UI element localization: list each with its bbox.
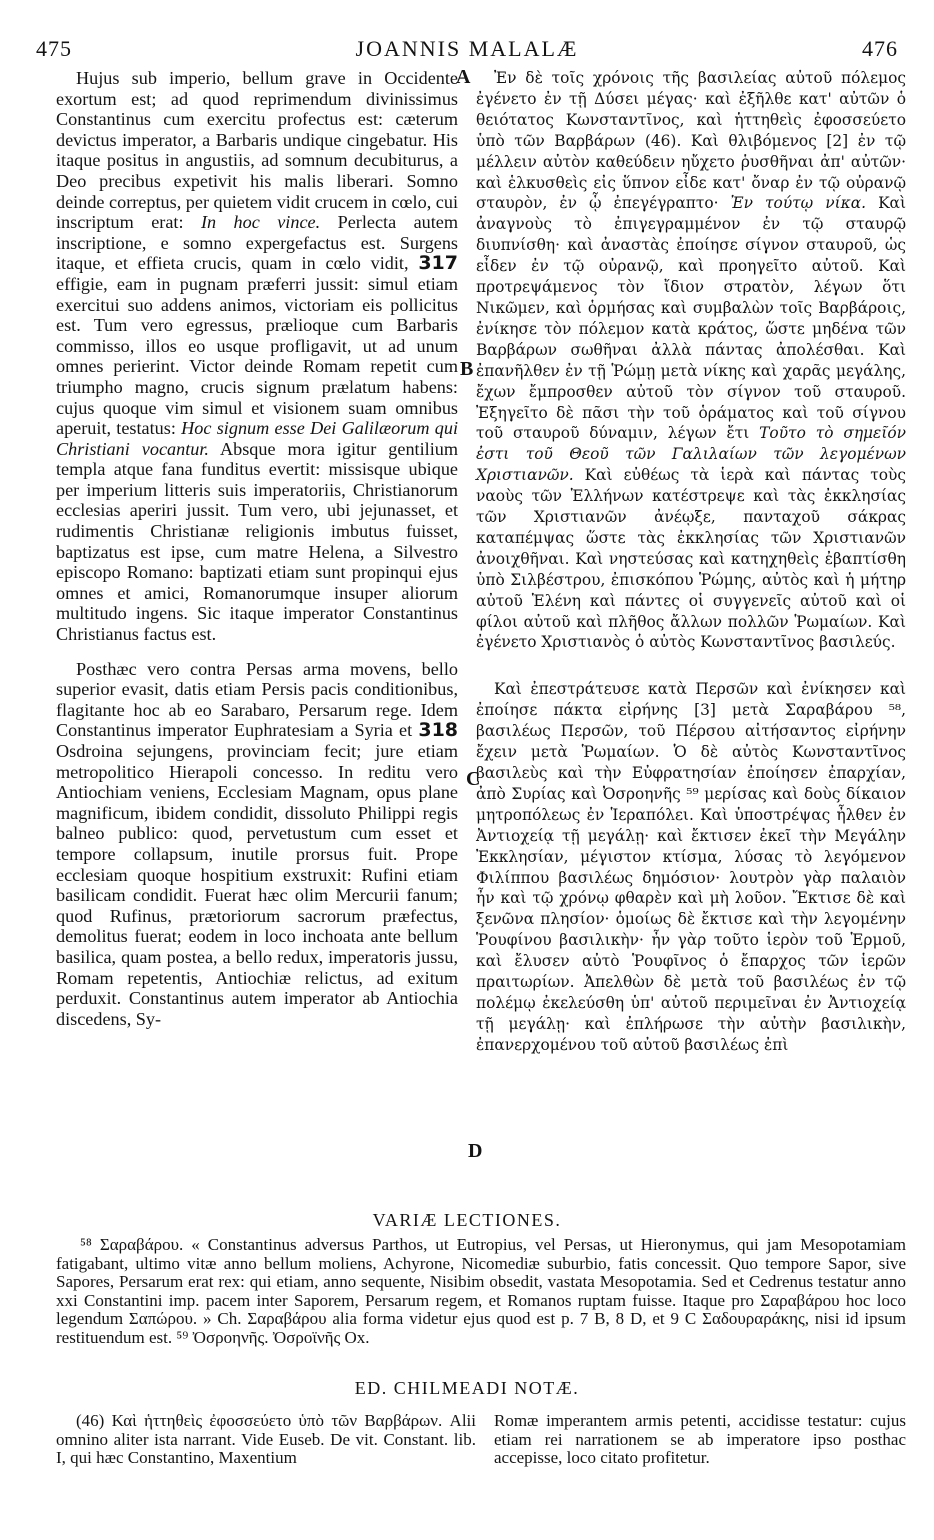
latin-text: Posthæc vero contra Persas arma movens, bello superior evasit, datis etiam Persis pacis conditionibus, flagitante hoc ab eo Sarabaro, Persarum rege. Idem Constantinus imperator Euphratesiam a Syria et	[56, 658, 458, 741]
latin-italic-quote: In hoc vince.	[200, 212, 321, 233]
section-marker-a: A	[456, 66, 471, 88]
latin-paragraph	[56, 68, 458, 645]
notes-heading: ED. CHILMEADI NOTÆ.	[354, 1378, 580, 1398]
section-marker-c: C	[466, 768, 481, 790]
latin-italic-quote: Hoc signum esse Dei Galilæorum qui Christiani vocantur.	[56, 418, 458, 459]
greek-column	[476, 68, 906, 1056]
section-marker-d: D	[468, 1140, 483, 1162]
running-title: JOANNIS MALALÆ	[355, 36, 579, 61]
variae-lectiones-heading: VARIÆ LECTIONES.	[372, 1210, 562, 1230]
greek-text: Καὶ ἐπεστράτευσε κατὰ Περσῶν καὶ ἐνίκησεν καὶ ἐποίησε πάκτα εἰρήνης [3] μετὰ Σαραβάρου ⁵⁸, βασιλέως Περσῶν, τοῦ Πέρσου αἰτήσαντος εἰρήνην ἔχειν μετὰ Ῥωμαίων. Ὁ δὲ αὐτὸς Κωνσταντῖνος βασιλεὺς καὶ τὴν Εὐφρατησίαν ἐποίησεν ἐπαρχίαν, ἀπὸ Συρίας καὶ Ὀσροηνῆς ⁵⁹ μερίσας καὶ δοὺς δίκαιον μητροπόλεως ἐν Ἱεραπόλει. Καὶ ὑποστρέψας ἦλθεν ἐν Ἀντιοχείᾳ τῇ μεγάλῃ· καὶ ἔκτισεν ἐκεῖ τὴν Μεγάλην Ἐκκλησίαν, μέγιστον κτίσμα, λύσας τὸ λεγόμενον Φιλίππου βασιλέως δημόσιον· λουτρὸν γὰρ παλαιὸν ἦν καὶ τῷ χρόνῳ φθαρὲν καὶ μὴ λοῦον. Ἔκτισε δὲ καὶ ξενῶνα πλησίον· ὁμοίως δὲ ἔκτισε καὶ τὴν λεγομένην Ῥουφίνου βασιλικὴν· ἦν γὰρ τοῦτο ἱερὸν τοῦ Ἑρμοῦ, καὶ ἔλυσεν αὐτὸ Ῥουφῖνος ὁ ἔπαρχος τῶν ἱερῶν πραιτωρίων. Ἀπελθὼν δὲ μετὰ τοῦ βασιλέως ἐν τῷ πολέμῳ ἐκελεύσθη ὑπ' αὐτοῦ περιμεῖναι ἐν Ἀντιοχείᾳ τῇ μεγάλῃ· καὶ ἐπλήρωσε τὴν αὐτὴν βασιλικὴν, ἐπανερχομένου τοῦ αὐτοῦ βασιλέως ἐπὶ	[476, 680, 906, 1054]
latin-text: Osdroina sejungens, provinciam fecit; jure etiam metropolitico Hierapoli concesso. In reditu vero Antiochiam veniens, Ecclesiam Magnam, opus plane magnificum, ibidem condidit, dissoluto Philippi regis balneo publico: quod, pervetustum cum esset et tempore collapsum, inutile prorsus fuit. Prope ecclesiam quoque hospitium exstruxit: Rufini etiam basilicam condidit. Fuerat hæc olim Mercurii fanum; quod Rufinus, prætoriorum sacrorum præfectus, demolitus fuerat; eodem in loco inchoata ante bellum basilica, quam postea, a bello redux, imperatoris jussu, Romam repetentis, Antiochiæ relictus, ad exitum perduxit. Constantinus autem imperator ab Antiochia discedens, Sy-	[56, 741, 458, 1029]
variae-lectiones-text	[56, 1236, 906, 1348]
greek-italic-quote: Ἐν τούτῳ νίκα.	[730, 194, 867, 213]
page-header	[36, 36, 898, 64]
note-text: (46) Καὶ ἡττηθεὶς ἐφοσσεύετο ὑπὸ τῶν Βαρβάρων. Alii omnino aliter ista narrant. Vide Euseb. De vit. Constant. lib. I, qui hæc Constantino, Maxentium	[56, 1411, 476, 1468]
latin-text: Hujus sub imperio, bellum grave in Occidente exortum est; ad quod reprimendum divinissimus Constantinus cum exercitu profectus est: cæterum devictus imperator, a Barbaris undique cingebatur. His itaque positus in angustiis, ad somnum decubiturus, a Deo precibus expetivit his malis liberari. Somno deinde correptus, per quietem vidit crucem in cœlo, cui inscriptum erat:	[56, 68, 459, 233]
variant-note: ⁵⁸ Σαραβάρου. « Constantinus adversus Parthos, ut Eutropius, vel Persas, ut Hieronymus, qui jam Mesopotamiam fatigabant, ultimo vitæ anno bellum moliens, Achyrone, Nicomediæ suburbio, fatis concessit. Quo tempore Sapor, sive Sapores, Persarum erat rex: qui etiam, anno sequente, Nisibim obsedit, vastata Mesopotamia. Sed et Cedrenus testatur anno xxi Constantini imp. pacem inter Saporem, Persarum regem, et Romanos ruptam fuisse. Itaque pro Σαραβάρου hoc loco legendum Σαπώρου. » Ch. Σαραβάρου alia forma videtur ejus quod est p. 7 B, 8 D, et 9 C Σαδουραράκης, nisi id ipsum restituendum est. ⁵⁹ Ὀσροηνῆς. Ὀσροϊνῆς Ox.	[56, 1235, 906, 1347]
greek-text: Καὶ ἀναγνοὺς τὸ ἐπιγεγραμμένον ἐν τῷ σταυρῷ διυπνίσθη· καὶ ἀναστὰς ἐποίησε σίγνον σταυροῦ, ὡς εἶδεν ἐν τῷ οὐρανῷ, καὶ προηγεῖτο αὐτοῦ. Καὶ προτρεψάμενος τὸν ἴδιον στρατὸν, λέγων ὅτι Νικῶμεν, καὶ ὁρμήσας καὶ συμβαλὼν τοῖς Βαρβάροις, ἐνίκησε τὸν πόλεμον κατὰ κράτος, ὥστε μηδένα τῶν Βαρβάρων σωθῆναι ἀλλὰ πάντας ἀπολέσθαι. Καὶ ἐπανῆλθεν ἐν τῇ Ῥώμῃ μετὰ νίκης καὶ χαρᾶς μεγάλης, ἔχων ἔμπροσθεν αὐτοῦ τὸν σίγνον τοῦ σταυροῦ. Ἐξηγεῖτο δὲ πᾶσι τὴν τοῦ ὁράματος καὶ τοῦ σίγνου τοῦ σταυροῦ δύναμιν, λέγων ἔτι	[476, 194, 906, 443]
section-marker-b: B	[460, 358, 474, 380]
greek-italic-quote: Τοῦτο τὸ σημεῖόν ἐστι τοῦ Θεοῦ τῶν Γαλιλαίων τῶν λεγομένων Χριστιανῶν.	[476, 424, 906, 485]
latin-text: effigie, eam in pugnam præferri jussit: simul etiam exercitui suo addens animos, victoriam eis pollicitus est. Tum vero egressus, prælioque cum Barbaris commisso, illos eo usque profligavit, ut ad unum omnes perierint. Victor deinde Romam repetit cum triumpho magno, crucis signum prælatum habens: cujus quoque vim simul et visionem suam omnibus aperuit, testatus:	[56, 273, 458, 439]
greek-text: Ἐν δὲ τοῖς χρόνοις τῆς βασιλείας αὐτοῦ πόλεμος ἐγένετο ἐν τῇ Δύσει μέγας· καὶ ἐξῆλθε κατ' αὐτῶν ὁ θειότατος Κωνσταντῖνος, καὶ ἡττηθεὶς ἐφοσσεύετο ὑπὸ τῶν Βαρβάρων (46). Καὶ θλιβόμενος [2] ἐν τῷ μέλλειν αὐτὸν καθεύδειν ηὔχετο ῥυσθῆναι ἀπ' αὐτῶν· καὶ ἑλκυσθεὶς εἰς ὕπνον εἶδε κατ' ὄναρ ἐν τῷ οὐρανῷ σταυρὸν, ἐν ᾧ ἐπεγέγραπτο·	[476, 69, 906, 213]
page-number-right: 476	[862, 36, 898, 61]
page-number-left: 475	[36, 36, 72, 61]
latin-text: Perlecta autem inscriptione, e somno expergefactus est. Surgens itaque, et effieta crucis, quam in cœlo vidit,	[56, 212, 459, 274]
latin-paragraph	[56, 659, 458, 1030]
notes-left-column	[56, 1412, 476, 1468]
notes-right-column	[494, 1412, 906, 1468]
latin-column	[56, 68, 458, 1029]
edition-page-number: 317	[418, 252, 458, 275]
edition-page-number: 318	[418, 719, 459, 742]
greek-paragraph	[476, 68, 906, 653]
latin-text: Absque mora igitur gentilium templa atque fana funditus evertit: missisque ubique per imperium litteris suis imperatoriis, Christianorum ecclesias aperiri jussit. Tum vero, ubi jejunasset, et rudimentis Christianæ religionis imbutus fuisset, baptizatus est ipse, cum matre Helena, a Silvestro episcopo Romano: baptizati etiam sunt propinqui ejus omnes et amici, Romanorumque insuper aliorum multitudo ingens. Sic itaque imperator Constantinus Christianus factus est.	[56, 438, 459, 645]
note-text: Romæ imperantem armis petenti, accidisse testatur: cujus etiam rei narrationem se ab imperatore ipso posthac accepisse, loco citato profitetur.	[494, 1411, 906, 1468]
greek-paragraph	[476, 679, 906, 1055]
greek-text: Καὶ εὐθέως τὰ ἱερὰ καὶ πάντας τοὺς ναοὺς τῶν Ἑλλήνων κατέστρεψε καὶ τὰς ἐκκλησίας τῶν Χριστιανῶν ἀνέῳξε, πανταχοῦ σάκρας καταπέμψας ὥστε τὰς ἐκκλησίας τῶν Χριστιανῶν ἀνοιχθῆναι. Καὶ νηστεύσας καὶ κατηχηθεὶς ἐβαπτίσθη ὑπὸ Σιλβέστρου, ἐπισκόπου Ῥώμης, αὐτὸς καὶ ἡ μήτηρ αὐτοῦ Ἑλένη καὶ πάντες οἱ συγγενεῖς αὐτοῦ καὶ οἱ φίλοι αὐτοῦ καὶ πλῆθος ἄλλων πολλῶν Ῥωμαίων. Καὶ ἐγένετο Χριστιανὸς ὁ αὐτὸς Κωνσταντῖνος βασιλεύς.	[476, 466, 906, 652]
